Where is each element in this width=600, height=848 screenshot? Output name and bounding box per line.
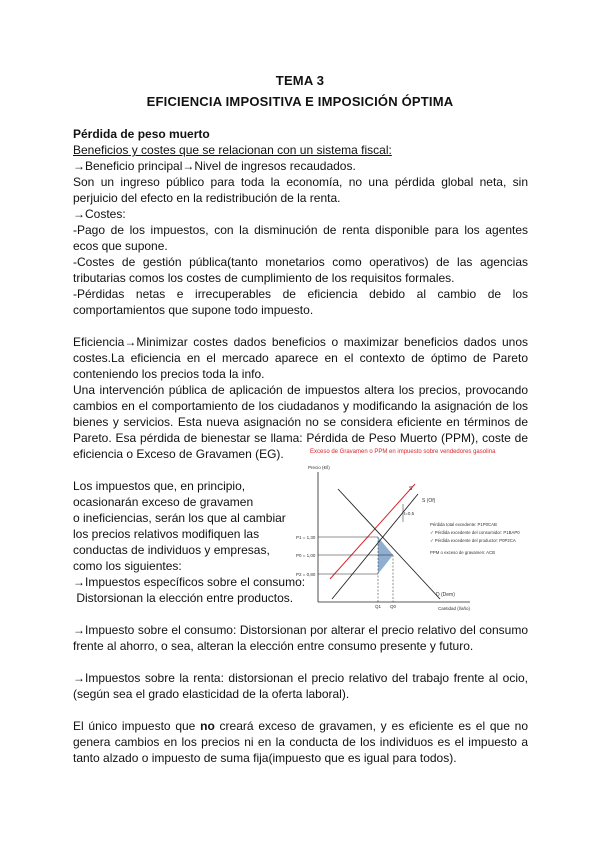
page-title: TEMA 3 [275,73,325,88]
final-text-bold: no [200,719,215,733]
legend-item: Pérdida total excedente: P1P0CAB [430,522,497,527]
qty-label-q0: Q0 [390,604,397,609]
cost-item-3: -Pérdidas netas e irrecuperables de eficiencia debido al cambio de los comportamientos que supone todo impuesto. [73,287,528,317]
demand-curve [338,489,440,599]
legend-item: PPM o exceso de gravamen: ACB [430,550,495,555]
x-axis-label: Cantidad (l/año) [438,606,471,611]
deadweight-loss-figure [290,444,550,614]
tax-label: t=0,5 [404,511,415,516]
left-line: conductas de individuos y empresas, [73,543,270,557]
supply-label: S (Of) [422,498,436,504]
intervention-paragraph: Una intervención pública de aplicación de impuestos altera los precios, provocando cambios en el comportamiento de los ciudadanos y modificando la asignación de los bienes y servicios. Esta nueva asignación no se considera eficiente en términos de Pareto. Esa pérdida de bienestar se llama: Pérdida de Peso Muerto (PPM), coste de eficiencia o Exceso de Gravamen (EG). [73,383,528,461]
demand-label: D (Dem) [436,592,455,598]
final-text-start: El único impuesto que [73,719,201,733]
legend-item: ✓ Pérdida excedente del productor: P0P2CA [430,538,516,543]
costs-label: →Costes: [73,207,126,221]
income-tax-paragraph: →Impuestos sobre la renta: distorsionan el precio relativo del trabajo frente al ocio, (según sea el grado elasticidad de la oferta laboral). [73,671,528,701]
left-column-text [73,478,313,606]
left-line: como los siguientes: [73,559,182,573]
legend-item: ✓ Pérdida excedente del consumidor: P1BAP0 [430,530,520,535]
figure-caption: Exceso de Gravamen o PPM en impuesto sobre vendedores gasolina [310,449,496,455]
cost-item-2: -Costes de gestión pública(tanto monetarios como operativos) de las agencias tributarias comos los costes de cumplimiento de los requisitos formales. [73,255,528,285]
y-axis-label: Precio (€/l) [308,465,330,470]
left-line: Los impuestos que, en principio, [73,479,246,493]
price-label-p0: P0 = 1,00 [296,553,316,558]
supply-taxed-label: S' [409,486,414,492]
taxed-supply-curve [330,484,415,579]
section-heading: Pérdida de peso muerto [73,127,210,141]
deadweight-triangle [378,537,393,574]
benefit-text: Son un ingreso público para toda la economía, no una pérdida global neta, sin perjuicio del efecto en la redistribución de la renta. [73,175,528,205]
final-paragraph [73,718,528,766]
benefit-line: →Beneficio principal→Nivel de ingresos recaudados. [73,159,356,173]
left-line: o ineficiencias, serán los que al cambiar [73,511,286,525]
cost-item-1: -Pago de los impuestos, con la disminución de renta disponible para los agentes ecos que supone. [73,223,528,253]
intro-underlined: Beneficios y costes que se relacionan con un sistema fiscal: [73,143,392,157]
qty-label-q1: Q1 [375,604,382,609]
price-label-p2: P2 = 0,80 [296,572,316,577]
left-line: ocasionarán exceso de gravamen [73,495,254,509]
left-line: Distorsionan la elección entre productos. [73,591,294,605]
consumption-tax-paragraph: →Impuesto sobre el consumo: Distorsionan por alterar el precio relativo del consumo frente al ahorro, o sea, alteran la elección entre consumo presente y futuro. [73,623,528,653]
supply-curve [332,494,418,599]
left-line: →Impuestos específicos sobre el consumo: [73,575,306,589]
left-line: los precios relativos modifiquen las [73,527,260,541]
page-subtitle: EFICIENCIA IMPOSITIVA E IMPOSICIÓN ÓPTIMA [146,94,454,109]
price-label-p1: P1 = 1,30 [296,535,316,540]
efficiency-paragraph: Eficiencia→Minimizar costes dados beneficios o maximizar beneficios dados unos costes.La eficiencia en el mercado aparece en el contexto de óptimo de Pareto conteniendo los precios toda la info. [73,335,528,381]
final-text-end: creará exceso de gravamen, y es eficiente es el que no genera cambios en los precios ni en la conducta de los individuos es el impuesto a tanto alzado o impuesto de suma fija(impuesto que es igual para todos). [73,719,528,765]
